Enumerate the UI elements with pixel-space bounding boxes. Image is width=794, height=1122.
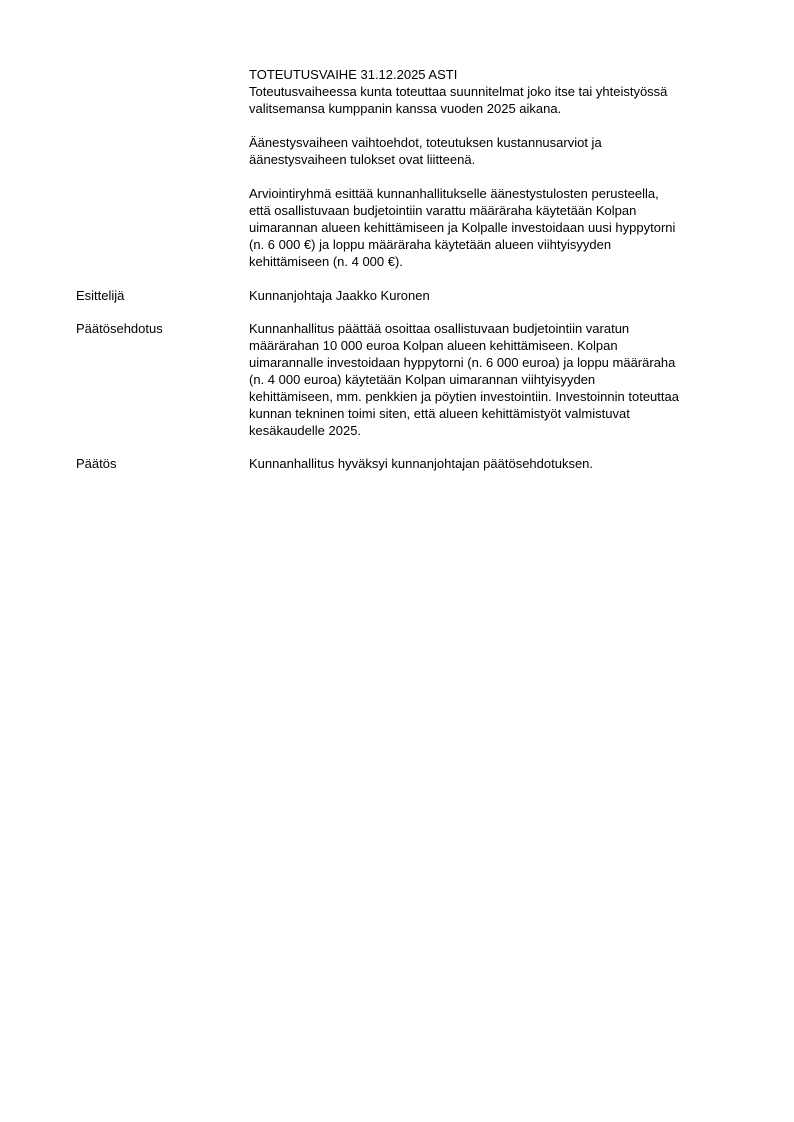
intro-p3-line: että osallistuvaan budjetointiin varattu määräraha käytetään Kolpan	[249, 203, 637, 218]
intro-p3-line: Arviointiryhmä esittää kunnanhallitukselle äänestystulosten perusteella,	[249, 186, 659, 201]
decision-proposal-text	[249, 320, 739, 439]
decision-proposal-label: Päätösehdotus	[76, 321, 163, 336]
decision-proposal-line: kehittämiseen, mm. penkkien ja pöytien investointiin. Investoinnin toteuttaa	[249, 389, 679, 404]
phase-heading: TOTEUTUSVAIHE 31.12.2025 ASTI	[249, 67, 458, 82]
intro-p3-line: kehittämiseen (n. 4 000 €).	[249, 254, 403, 269]
intro-p2-line: äänestysvaiheen tulokset ovat liitteenä.	[249, 152, 476, 167]
presenter-value: Kunnanjohtaja Jaakko Kuronen	[249, 288, 430, 303]
intro-p3-line: (n. 6 000 €) ja loppu määräraha käytetään alueen viihtyisyyden	[249, 237, 612, 252]
decision-proposal-line: kunnan tekninen toimi siten, että alueen kehittämistyöt valmistuvat	[249, 406, 630, 421]
decision-proposal-line: uimarannalle investoidaan hyppytorni (n. 6 000 euroa) ja loppu määräraha	[249, 355, 676, 370]
intro-paragraph-attachments	[249, 134, 739, 168]
presenter-label: Esittelijä	[76, 288, 125, 303]
decision-label: Päätös	[76, 456, 117, 471]
intro-p1-line: Toteutusvaiheessa kunta toteuttaa suunnitelmat joko itse tai yhteistyössä	[249, 84, 668, 99]
decision-proposal-line: määrärahan 10 000 euroa Kolpan alueen kehittämiseen. Kolpan	[249, 338, 618, 353]
phase-heading-paragraph	[249, 66, 739, 117]
decision-value: Kunnanhallitus hyväksyi kunnanjohtajan päätösehdotuksen.	[249, 456, 594, 471]
decision-proposal-line: Kunnanhallitus päättää osoittaa osallistuvaan budjetointiin varatun	[249, 321, 630, 336]
intro-p1-line: valitsemansa kumppanin kanssa vuoden 2025 aikana.	[249, 101, 562, 116]
decision-proposal-line: (n. 4 000 euroa) käytetään Kolpan uimarannan viihtyisyyden	[249, 372, 596, 387]
intro-p3-line: uimarannan alueen kehittämiseen ja Kolpalle investoidaan uusi hyppytorni	[249, 220, 676, 235]
intro-p2-line: Äänestysvaiheen vaihtoehdot, toteutuksen kustannusarviot ja	[249, 135, 602, 150]
decision-proposal-line: kesäkaudelle 2025.	[249, 423, 362, 438]
intro-paragraph-proposal	[249, 185, 739, 270]
implementation-phase-section	[249, 66, 739, 287]
